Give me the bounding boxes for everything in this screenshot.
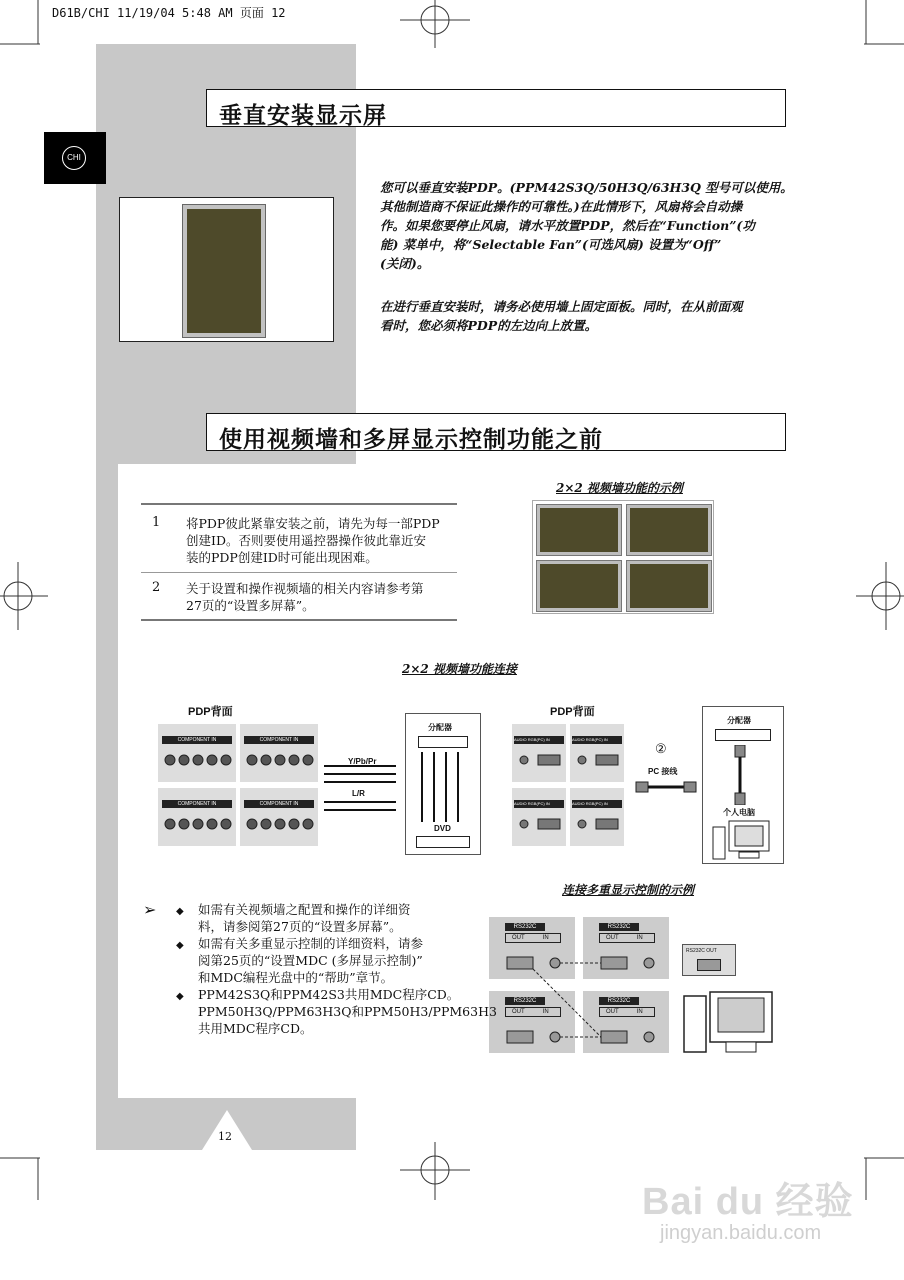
item-number-2: 2 bbox=[152, 580, 161, 595]
component-jacks bbox=[158, 724, 318, 846]
section2-title: 使用视频墙和多屏显示控制功能之前 bbox=[219, 426, 603, 453]
distributor-cables bbox=[416, 752, 470, 822]
video-wall-example-caption: 2×2 视频墙功能的示例 bbox=[556, 481, 683, 495]
p2-line: 在进行垂直安装时，请务必使用墙上固定面板。同时，在从前面观 bbox=[380, 299, 743, 314]
note-line: 料，请参阅第27页的“设置多屏幕”。 bbox=[198, 919, 402, 934]
item-number-1: 1 bbox=[152, 515, 161, 530]
component-in-label: COMPONENT IN bbox=[162, 736, 232, 744]
note-bullet-2: ◆ bbox=[176, 940, 184, 951]
pc-cable-label: PC 接线 bbox=[648, 767, 678, 776]
rs232c-label: RS232C bbox=[505, 997, 545, 1005]
language-tab bbox=[44, 132, 106, 184]
rgb-label: RGB(PC) IN bbox=[527, 737, 550, 742]
grey-band-main bbox=[96, 464, 118, 1150]
rs232c-out-label: RS232C OUT bbox=[686, 948, 717, 954]
note-line: 阅第25页的“设置MDC (多屏显示控制)” bbox=[198, 953, 423, 968]
p1-line: 其他制造商不保证此操作的可靠性。)在此情形下，风扇将会自动操 bbox=[380, 199, 743, 214]
rgb-ports bbox=[512, 724, 624, 846]
mdc-pc-icon bbox=[680, 986, 780, 1058]
mdc-caption: 连接多重显示控制的示例 bbox=[562, 883, 695, 897]
right-diagram-title: PDP背面 bbox=[550, 706, 595, 718]
note-bullet-3: ◆ bbox=[176, 991, 184, 1002]
left-distributor-box bbox=[405, 713, 481, 855]
pc-label: 个人电脑 bbox=[723, 808, 755, 817]
connection-caption: 2×2 视频墙功能连接 bbox=[402, 662, 517, 676]
p2-line: 看时，您必须将PDP的左边向上放置。 bbox=[380, 318, 598, 333]
item-line: 27页的“设置多屏幕”。 bbox=[186, 598, 315, 613]
vertical-pdp-frame bbox=[119, 197, 334, 342]
in-label: IN bbox=[542, 1009, 549, 1015]
language-tab-circle: CHI bbox=[62, 146, 86, 170]
mdc-diagram bbox=[489, 917, 669, 1053]
item-line: 创建ID。否则要使用遥控器操作彼此靠近安 bbox=[186, 533, 426, 548]
audio-label: AUDIO bbox=[572, 801, 585, 806]
audio-label: AUDIO bbox=[572, 737, 585, 742]
watermark-url: jingyan.baidu.com bbox=[660, 1222, 822, 1244]
component-in-label: COMPONENT IN bbox=[244, 736, 314, 744]
distributor-vga-cable bbox=[731, 745, 751, 805]
note-text-2 bbox=[198, 935, 423, 986]
p1-line: 能) 菜单中，将“Selectable Fan”(可选风扇) 设置为“Off” bbox=[380, 237, 722, 252]
note-line: 如需有关多重显示控制的详细资料，请参 bbox=[198, 936, 424, 951]
circle-number-2: ② bbox=[655, 742, 667, 757]
item-divider-bottom bbox=[141, 619, 457, 621]
note-line: 如需有关视频墙之配置和操作的详细资 bbox=[198, 902, 411, 917]
rs232c-connections bbox=[489, 917, 669, 1053]
out-label: OUT bbox=[606, 935, 619, 941]
wall-panel bbox=[537, 505, 621, 555]
item-text-2 bbox=[186, 580, 424, 614]
left-diagram-title: PDP背面 bbox=[188, 706, 233, 718]
section1-title: 垂直安装显示屏 bbox=[219, 102, 387, 129]
right-diagram-backs bbox=[512, 724, 624, 846]
watermark-brand: Bai du 经验 bbox=[642, 1181, 854, 1223]
in-label: IN bbox=[542, 935, 549, 941]
dvd-device bbox=[416, 836, 470, 848]
component-in-label: COMPONENT IN bbox=[162, 800, 232, 808]
rs232c-label: RS232C bbox=[599, 923, 639, 931]
note-bullet-1: ◆ bbox=[176, 906, 184, 917]
item-text-1 bbox=[186, 515, 440, 566]
note-line: 和MDC编程光盘中的“帮助”章节。 bbox=[198, 970, 394, 985]
pc-cable bbox=[634, 778, 698, 798]
wall-panel bbox=[627, 505, 711, 555]
distributor-device bbox=[715, 729, 771, 741]
note-line: PPM50H3Q/PPM63H3Q和PPM50H3/PPM63H3 bbox=[198, 1004, 497, 1019]
distributor-label: 分配器 bbox=[428, 723, 452, 732]
rs232c-label: RS232C bbox=[505, 923, 545, 931]
out-label: OUT bbox=[512, 1009, 525, 1015]
distributor-device bbox=[418, 736, 468, 748]
page-number-triangle bbox=[200, 1108, 254, 1150]
out-label: OUT bbox=[606, 1009, 619, 1015]
vertical-pdp-screen bbox=[183, 205, 265, 337]
item-divider-mid bbox=[141, 572, 457, 573]
section2-title-box bbox=[206, 413, 786, 451]
item-line: 装的PDP创建ID时可能出现困难。 bbox=[186, 550, 378, 565]
note-line: 共用MDC程序CD。 bbox=[198, 1021, 313, 1036]
video-wall-example bbox=[532, 500, 714, 614]
left-diagram-backs bbox=[158, 724, 318, 846]
audio-label: AUDIO bbox=[514, 801, 527, 806]
component-in-label: COMPONENT IN bbox=[244, 800, 314, 808]
rgb-label: RGB(PC) IN bbox=[585, 801, 608, 806]
cable-label-lr: L/R bbox=[352, 789, 365, 798]
p1-line: 作。如果您要停止风扇，请水平放置PDP，然后在“Function”(功 bbox=[380, 218, 755, 233]
in-label: IN bbox=[636, 935, 643, 941]
rs232c-out-box bbox=[682, 944, 736, 976]
note-text-1 bbox=[198, 901, 411, 935]
item-divider-top bbox=[141, 503, 457, 505]
notes-arrow: ➢ bbox=[143, 900, 157, 919]
rs232c-out-port bbox=[697, 959, 721, 971]
rs232c-label: RS232C bbox=[599, 997, 639, 1005]
right-distributor-box bbox=[702, 706, 784, 864]
cable-label-ypbpr: Y/Pb/Pr bbox=[348, 757, 377, 766]
page-number: 12 bbox=[218, 1130, 232, 1143]
dvd-label: DVD bbox=[434, 824, 451, 833]
note-line: PPM42S3Q和PPM42S3共用MDC程序CD。 bbox=[198, 987, 460, 1002]
item-line: 关于设置和操作视频墙的相关内容请参考第 bbox=[186, 581, 424, 596]
rgb-label: RGB(PC) IN bbox=[527, 801, 550, 806]
p1-line: (关闭)。 bbox=[380, 256, 430, 271]
wall-panel bbox=[627, 561, 711, 611]
out-label: OUT bbox=[512, 935, 525, 941]
note-text-3 bbox=[198, 986, 497, 1037]
section1-paragraph2 bbox=[380, 297, 800, 335]
section1-paragraph1 bbox=[380, 178, 800, 273]
distributor-label: 分配器 bbox=[727, 716, 751, 725]
rgb-label: RGB(PC) IN bbox=[585, 737, 608, 742]
print-header: D61B/CHI 11/19/04 5:48 AM 页面 12 bbox=[52, 6, 286, 20]
item-line: 将PDP彼此紧靠安装之前，请先为每一部PDP bbox=[186, 516, 440, 531]
audio-label: AUDIO bbox=[514, 737, 527, 742]
section1-title-box bbox=[206, 89, 786, 127]
in-label: IN bbox=[636, 1009, 643, 1015]
p1-line: 您可以垂直安装PDP。(PPM42S3Q/50H3Q/63H3Q 型号可以使用。 bbox=[380, 180, 793, 195]
wall-panel bbox=[537, 561, 621, 611]
pc-icon bbox=[711, 819, 775, 861]
